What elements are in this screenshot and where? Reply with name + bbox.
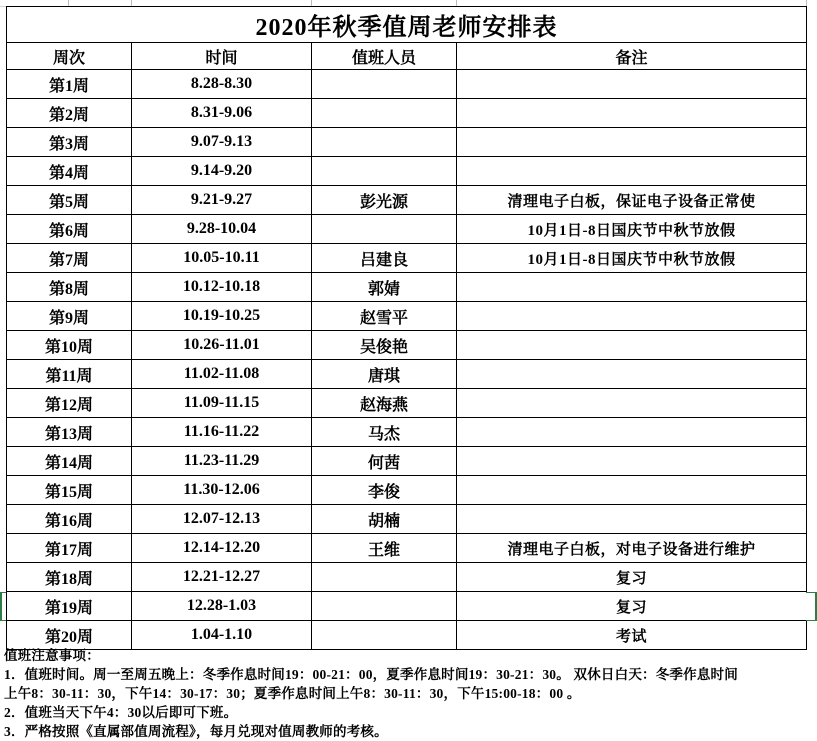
cell-remark[interactable] (457, 476, 807, 505)
cell-week[interactable]: 第1周 (7, 70, 132, 99)
column-header-remark: 备注 (457, 43, 807, 70)
cell-remark[interactable] (457, 157, 807, 186)
table-row-selected[interactable] (7, 592, 807, 621)
cell-duty[interactable] (312, 157, 457, 186)
cell-time[interactable]: 12.14-12.20 (132, 534, 312, 563)
cell-remark[interactable] (457, 505, 807, 534)
selection-indicator-right (806, 592, 817, 621)
cell-duty[interactable] (312, 215, 457, 244)
table-row[interactable] (7, 563, 807, 592)
cell-duty[interactable]: 吕建良 (312, 244, 457, 273)
cell-week[interactable]: 第2周 (7, 99, 132, 128)
table-row[interactable] (7, 447, 807, 476)
cell-time[interactable]: 9.21-9.27 (132, 186, 312, 215)
cell-week[interactable]: 第8周 (7, 273, 132, 302)
table-row[interactable] (7, 476, 807, 505)
cell-time[interactable]: 11.16-11.22 (132, 418, 312, 447)
cell-time[interactable]: 8.31-9.06 (132, 99, 312, 128)
cell-time[interactable]: 9.14-9.20 (132, 157, 312, 186)
sheet-right-gutter (806, 6, 817, 591)
cell-week[interactable]: 第5周 (7, 186, 132, 215)
cell-remark[interactable] (457, 389, 807, 418)
cell-duty[interactable] (312, 70, 457, 99)
cell-week[interactable]: 第20周 (7, 621, 132, 650)
cell-time[interactable]: 12.07-12.13 (132, 505, 312, 534)
cell-time[interactable]: 11.02-11.08 (132, 360, 312, 389)
cell-duty[interactable]: 彭光源 (312, 186, 457, 215)
cell-duty[interactable]: 赵海燕 (312, 389, 457, 418)
table-row[interactable] (7, 302, 807, 331)
cell-time[interactable]: 10.05-10.11 (132, 244, 312, 273)
cell-remark[interactable] (457, 99, 807, 128)
cell-remark[interactable] (457, 302, 807, 331)
notes-line-1: 1．值班时间。周一至周五晚上：冬季作息时间19：00-21：00，夏季作息时间19：30-21：30。 双休日白天：冬季作息时间 (4, 667, 738, 682)
cell-week[interactable]: 第11周 (7, 360, 132, 389)
cell-duty[interactable] (312, 99, 457, 128)
cell-time[interactable]: 8.28-8.30 (132, 70, 312, 99)
cell-remark[interactable]: 复习 (457, 592, 807, 621)
table-row[interactable] (7, 534, 807, 563)
column-header-time: 时间 (132, 43, 312, 70)
cell-week[interactable]: 第7周 (7, 244, 132, 273)
cell-time[interactable]: 11.30-12.06 (132, 476, 312, 505)
table-row[interactable] (7, 70, 807, 99)
notes-line-3: 2．值班当天下午4：30以后即可下班。 (4, 705, 238, 720)
cell-duty[interactable] (312, 592, 457, 621)
cell-duty[interactable]: 李俊 (312, 476, 457, 505)
notes-line-2: 上午8：30-11：30，下午14：30-17：30；夏季作息时间上午8：30-11：30，下午15:00-18：00 。 (4, 686, 581, 701)
duty-schedule-table-wrapper (6, 6, 806, 650)
notes-line-4: 3．严格按照《直属部值周流程》，每月兑现对值周教师的考核。 (4, 724, 388, 739)
cell-week[interactable]: 第15周 (7, 476, 132, 505)
table-row[interactable] (7, 128, 807, 157)
cell-duty[interactable]: 赵雪平 (312, 302, 457, 331)
cell-time[interactable]: 11.23-11.29 (132, 447, 312, 476)
cell-duty[interactable]: 胡楠 (312, 505, 457, 534)
cell-remark[interactable] (457, 128, 807, 157)
cell-week[interactable]: 第9周 (7, 302, 132, 331)
cell-remark[interactable]: 清理电子白板，对电子设备进行维护 (457, 534, 807, 563)
cell-remark[interactable] (457, 331, 807, 360)
cell-time[interactable]: 12.28-1.03 (132, 592, 312, 621)
cell-duty[interactable] (312, 563, 457, 592)
cell-remark[interactable] (457, 360, 807, 389)
table-header-row (7, 43, 807, 70)
cell-duty[interactable] (312, 128, 457, 157)
cell-week[interactable]: 第4周 (7, 157, 132, 186)
cell-remark[interactable]: 10月1日-8日国庆节中秋节放假 (457, 215, 807, 244)
cell-time[interactable]: 11.09-11.15 (132, 389, 312, 418)
cell-remark[interactable]: 清理电子白板，保证电子设备正常使 (457, 186, 807, 215)
cell-time[interactable]: 1.04-1.10 (132, 621, 312, 650)
cell-week[interactable]: 第10周 (7, 331, 132, 360)
column-header-week: 周次 (7, 43, 132, 70)
cell-duty[interactable]: 吴俊艳 (312, 331, 457, 360)
cell-remark[interactable]: 10月1日-8日国庆节中秋节放假 (457, 244, 807, 273)
cell-duty[interactable]: 马杰 (312, 418, 457, 447)
table-title-row (7, 7, 807, 43)
cell-remark[interactable] (457, 70, 807, 99)
cell-time[interactable]: 10.19-10.25 (132, 302, 312, 331)
table-row[interactable] (7, 157, 807, 186)
cell-week[interactable]: 第3周 (7, 128, 132, 157)
selection-indicator-left (0, 592, 6, 621)
cell-week[interactable]: 第19周 (7, 592, 132, 621)
cell-duty[interactable]: 唐琪 (312, 360, 457, 389)
cell-time[interactable]: 9.28-10.04 (132, 215, 312, 244)
table-row[interactable] (7, 244, 807, 273)
cell-remark[interactable] (457, 273, 807, 302)
column-header-duty: 值班人员 (312, 43, 457, 70)
cell-remark[interactable] (457, 447, 807, 476)
duty-schedule-table (6, 6, 807, 650)
table-row[interactable] (7, 215, 807, 244)
cell-remark[interactable]: 复习 (457, 563, 807, 592)
cell-duty[interactable]: 王维 (312, 534, 457, 563)
cell-time[interactable]: 10.26-11.01 (132, 331, 312, 360)
cell-week[interactable]: 第16周 (7, 505, 132, 534)
cell-week[interactable]: 第13周 (7, 418, 132, 447)
cell-week[interactable]: 第6周 (7, 215, 132, 244)
cell-week[interactable]: 第18周 (7, 563, 132, 592)
table-row[interactable] (7, 273, 807, 302)
cell-week[interactable]: 第12周 (7, 389, 132, 418)
table-row[interactable] (7, 331, 807, 360)
table-row[interactable] (7, 186, 807, 215)
cell-duty[interactable]: 何茜 (312, 447, 457, 476)
table-row[interactable] (7, 99, 807, 128)
cell-week[interactable]: 第17周 (7, 534, 132, 563)
notes-heading: 值班注意事项： (4, 648, 100, 663)
table-row[interactable] (7, 360, 807, 389)
cell-time[interactable]: 12.21-12.27 (132, 563, 312, 592)
cell-remark[interactable] (457, 418, 807, 447)
table-row[interactable] (7, 389, 807, 418)
page-title: 2020年秋季值周老师安排表 (7, 7, 807, 43)
table-row[interactable] (7, 505, 807, 534)
cell-duty[interactable]: 郭婧 (312, 273, 457, 302)
table-row[interactable] (7, 418, 807, 447)
cell-time[interactable]: 10.12-10.18 (132, 273, 312, 302)
cell-week[interactable]: 第14周 (7, 447, 132, 476)
cell-time[interactable]: 9.07-9.13 (132, 128, 312, 157)
cell-remark[interactable]: 考试 (457, 621, 807, 650)
duty-notes-block (4, 646, 814, 741)
